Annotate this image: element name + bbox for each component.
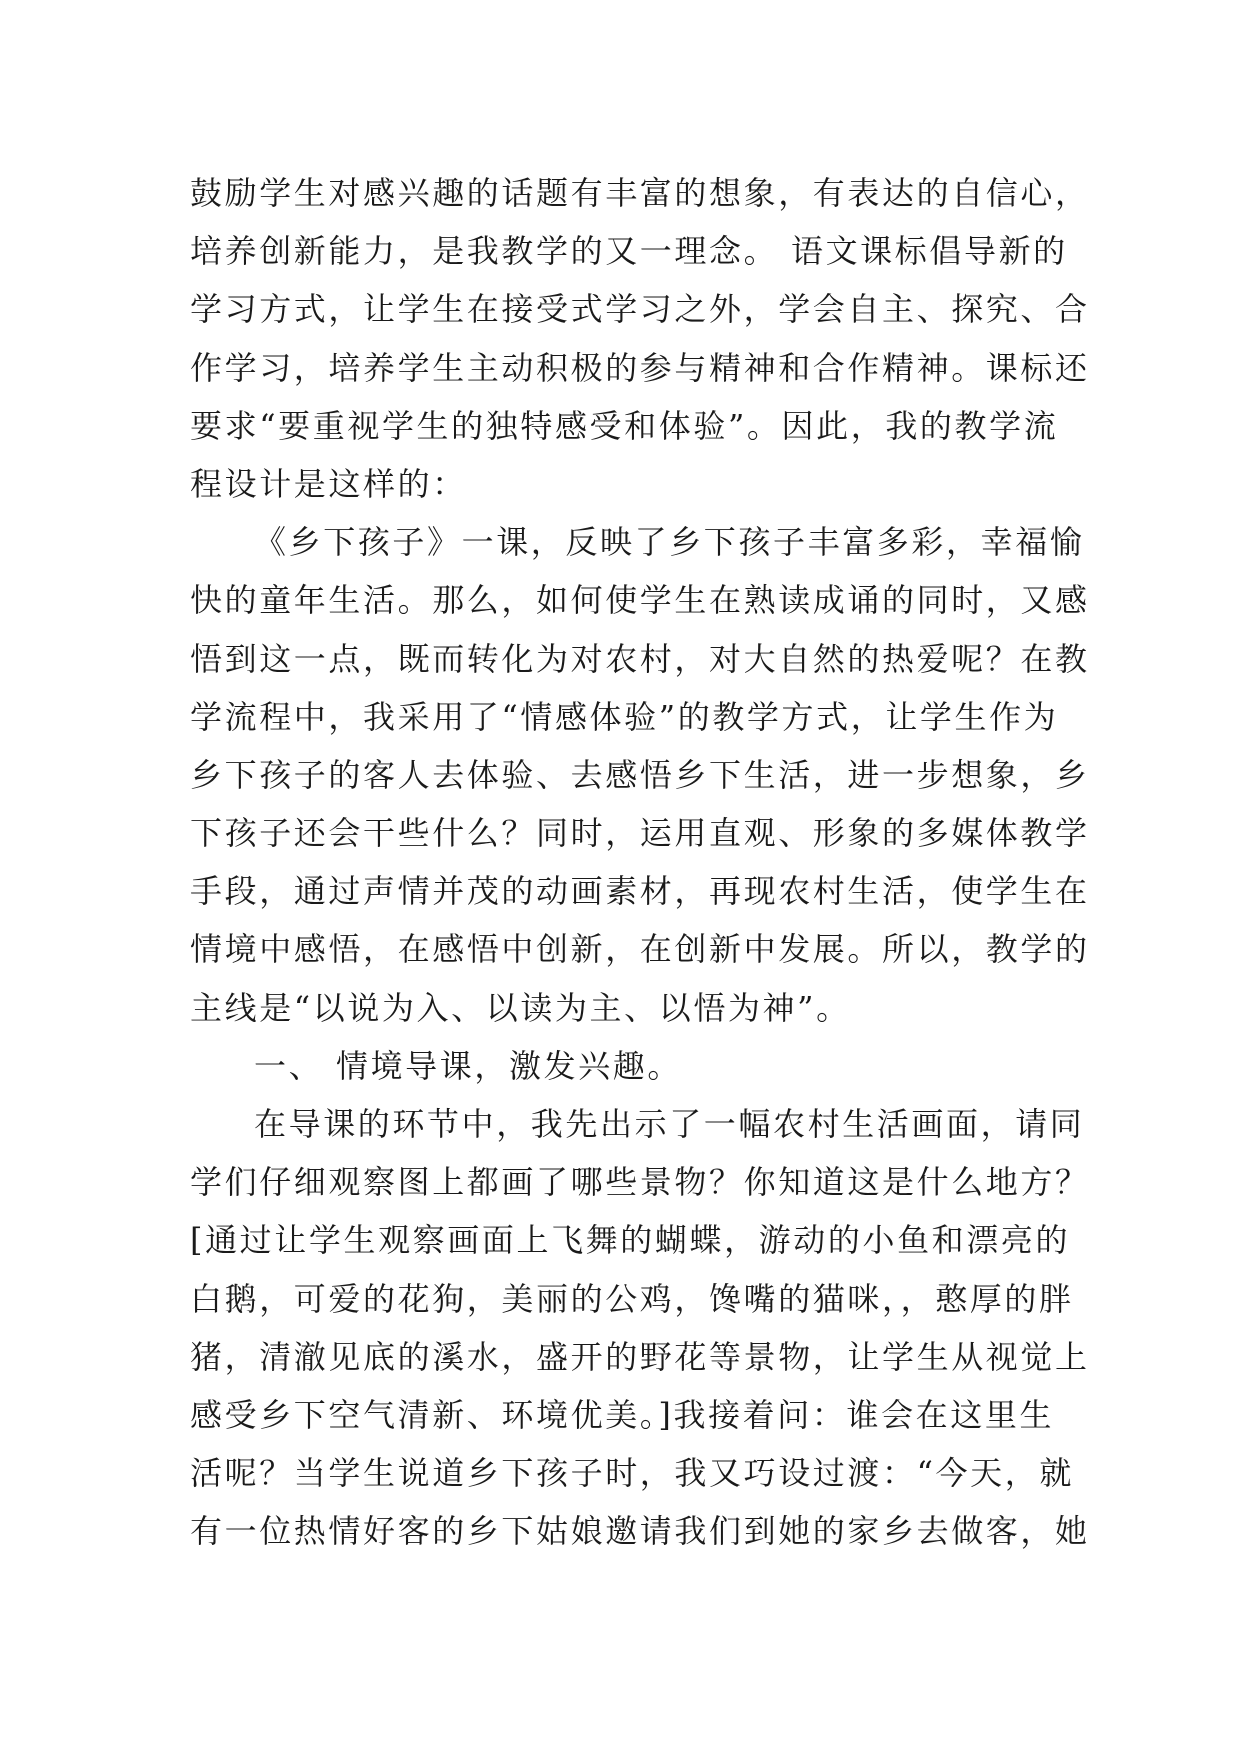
text-line: 感受乡下空气清新、环境优美。]我接着问：谁会在这里生 [190, 1395, 1055, 1434]
text-line: 在导课的环节中，我先出示了一幅农村生活画面，请同 [254, 1105, 1085, 1143]
text-line: 猪，清澈见底的溪水，盛开的野花等景物，让学生从视觉上 [190, 1337, 1090, 1376]
text-line: 手段，通过声情并茂的动画素材，再现农村生活，使学生在 [190, 872, 1090, 911]
text-line: 一、 情境导课，激发兴趣。 [254, 1046, 682, 1085]
text-line: 学流程中，我采用了“情感体验”的教学方式，让学生作为 [190, 697, 1059, 736]
text-line: 活呢？当学生说道乡下孩子时，我又巧设过渡：“今天，就 [190, 1454, 1074, 1493]
text-line: 有一位热情好客的乡下姑娘邀请我们到她的家乡去做客，她 [190, 1512, 1090, 1551]
document-body [190, 164, 1090, 1561]
text-line: [通过让学生观察画面上飞舞的蝴蝶，游动的小鱼和漂亮的 [190, 1221, 1071, 1260]
text-line: 作学习，培养学生主动积极的参与精神和合作精神。课标还 [190, 348, 1090, 387]
text-line: 白鹅，可爱的花狗，美丽的公鸡，馋嘴的猫咪，，憨厚的胖 [190, 1279, 1074, 1318]
text-line: 《乡下孩子》一课，反映了乡下孩子丰富多彩，幸福愉 [254, 523, 1085, 562]
text-line: 学们仔细观察图上都画了哪些景物？你知道这是什么地方？ [190, 1163, 1090, 1202]
text-line: 学习方式，让学生在接受式学习之外，学会自主、探究、合 [190, 290, 1090, 329]
text-line: 鼓励学生对感兴趣的话题有丰富的想象，有表达的自信心， [190, 174, 1090, 212]
text-line: 下孩子还会干些什么？同时，运用直观、形象的多媒体教学 [190, 814, 1090, 853]
text-line: 要求“要重视学生的独特感受和体验”。因此，我的教学流 [190, 406, 1059, 445]
text-line: 快的童年生活。那么，如何使学生在熟读成诵的同时，又感 [190, 581, 1090, 620]
text-line: 悟到这一点，既而转化为对农村，对大自然的热爱呢？在教 [190, 639, 1090, 678]
text-line: 培养创新能力，是我教学的又一理念。 语文课标倡导新的 [190, 232, 1068, 271]
text-line: 情境中感悟，在感悟中创新，在创新中发展。所以，教学的 [190, 930, 1090, 969]
text-line: 程设计是这样的： [190, 464, 467, 503]
text-line: 乡下孩子的客人去体验、去感悟乡下生活，进一步想象，乡 [190, 755, 1090, 794]
text-line: 主线是“以说为入、以读为主、以悟为神”。 [190, 988, 851, 1027]
